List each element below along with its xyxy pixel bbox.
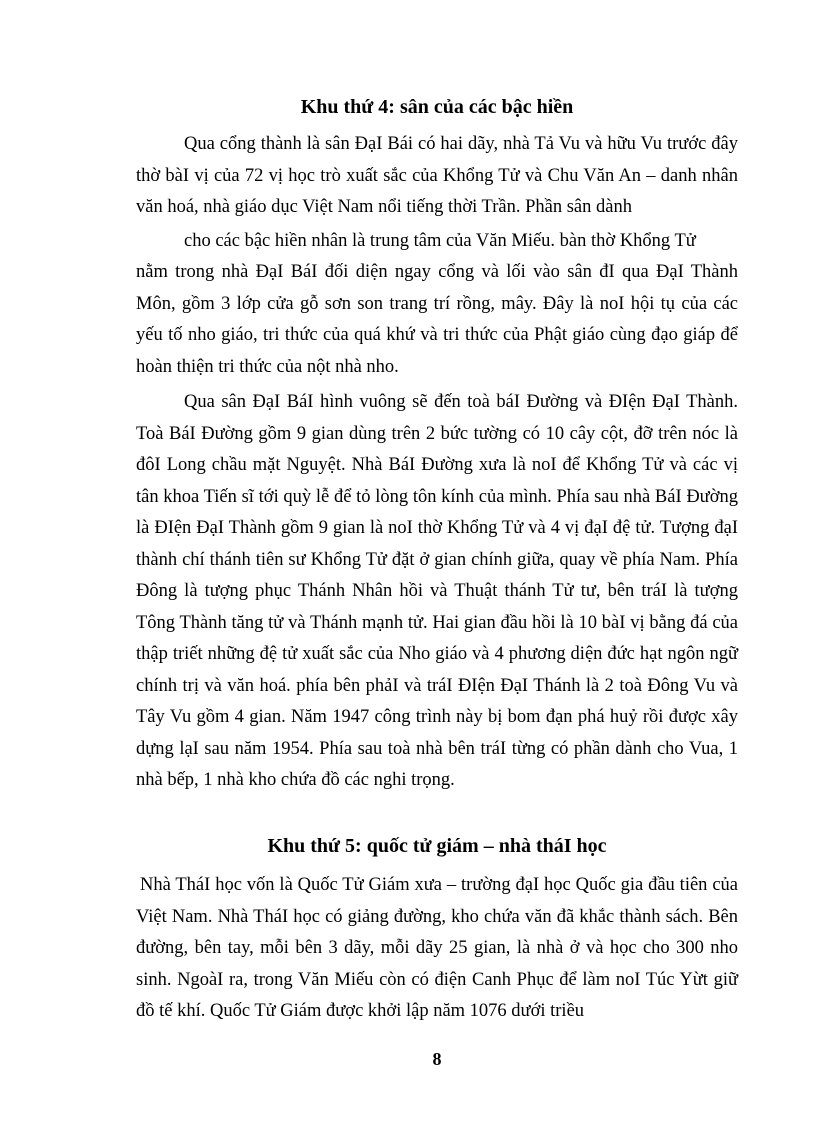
- section-5-heading: Khu thứ 5: quốc tử giám – nhà tháI học: [267, 835, 607, 857]
- section-5-paragraph-1: Nhà TháI học vốn là Quốc Tử Giám xưa – trường đạI học Quốc gia đầu tiên của Việt Nam. Nhà TháI học có giảng đường, kho chứa văn đã khắc thành sách. Bên đường, bên tay, mỗi bên 3 dãy, mỗi dãy 25 gian, là nhà ở và học cho 300 nho sinh. NgoàI ra, trong Văn Miếu còn có điện Canh Phục để làm noI Túc Yừt giữ đồ tế khí. Quốc Tử Giám được khởi lập năm 1076 dưới triều: [136, 875, 738, 1021]
- section-4-paragraph-2-line-1: cho các bậc hiền nhân là trung tâm của Văn Miếu. bàn thờ Khổng Tử: [184, 231, 696, 251]
- section-4-heading: Khu thứ 4: sân của các bậc hiền: [300, 96, 574, 118]
- page-number: 8: [432, 1049, 442, 1069]
- section-4-paragraph-2: nằm trong nhà ĐạI BáI đối diện ngay cổng và lối vào sân đI qua ĐạI Thành Môn, gồm 3 lớp cửa gỗ sơn son trang trí rồng, mây. Đây là noI hội tụ của các yếu tố nho giáo, tri thức của quá khứ và tri thức của Phật giáo cùng đạo giáp để hoàn thiện tri thức của nột nhà nho.: [136, 262, 738, 377]
- section-4-paragraph-1: Qua cổng thành là sân ĐạI Bái có hai dãy, nhà Tả Vu và hữu Vu trước đây thờ bàI vị của 72 vị học trò xuất sắc của Khổng Tử và Chu Văn An – danh nhân văn hoá, nhà giáo dục Việt Nam nổi tiếng thời Trần. Phần sân dành: [136, 134, 738, 217]
- section-4-paragraph-3: Qua sân ĐạI BáI hình vuông sẽ đến toà báI Đường và ĐIện ĐạI Thành. Toà BáI Đường gồm 9 gian dùng trên 2 bức tường có 10 cây cột, đỡ trên nóc là đôI Long chầu mặt Nguyệt. Nhà BáI Đường xưa là noI để Khổng Tử và các vị tân khoa Tiến sĩ tới quỳ lễ để tỏ lòng tôn kính của mình. Phía sau nhà BáI Đường là ĐIện ĐạI Thành gồm 9 gian là noI thờ Khổng Tử và 4 vị đạI đệ tử. Tượng đạI thành chí thánh tiên sư Khổng Tử đặt ở gian chính giữa, quay về phía Nam. Phía Đông là tượng phục Thánh Nhân hồi và Thuật thánh Tử tư, bên tráI là tượng Tông Thành tăng tử và Thánh mạnh tử. Hai gian đầu hồi là 10 bàI vị bằng đá của thập triết những đệ tử xuất sắc của Nho giáo và 4 phương diện đức hạt ngôn ngữ chính trị và văn hoá. phía bên phảI và tráI ĐIện ĐạI Thánh là 2 toà Đông Vu và Tây Vu gồm 4 gian. Năm 1947 công trình này bị bom đạn phá huỷ rồi được xây dựng lạI sau năm 1954. Phía sau toà nhà bên tráI từng có phần dành cho Vua, 1 nhà bếp, 1 nhà kho chứa đồ các nghi trọng.: [136, 392, 738, 790]
